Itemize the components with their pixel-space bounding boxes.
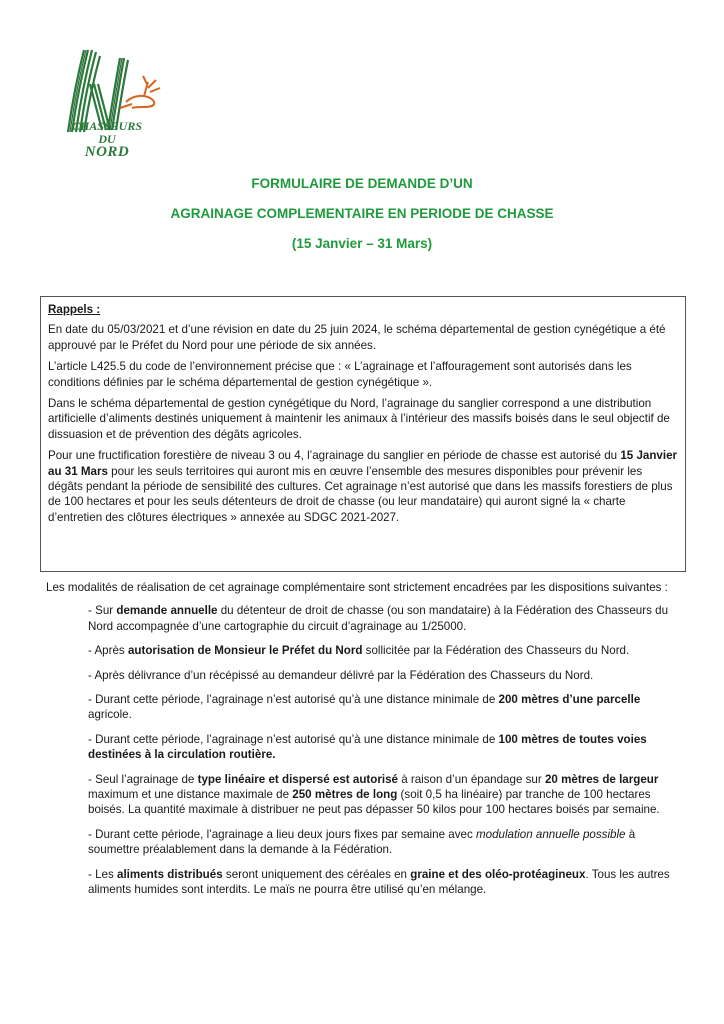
item-bold: graine et des oléo-protéagineux bbox=[410, 867, 586, 881]
title-line3: (15 Janvier – 31 Mars) bbox=[291, 236, 433, 251]
title-line2: AGRAINAGE COMPLEMENTAIRE EN PERIODE DE CHASSE bbox=[170, 206, 554, 221]
rappels-paragraph-3: Dans le schéma départemental de gestion cynégétique du Nord, l’agrainage du sanglier correspond a une distribution artificielle d’aliments destinés uniquement à maintenir les animaux à l’intérieur des massifs boisés dans le seul objectif de dissuasion et de prévention des dégâts agricoles. bbox=[48, 397, 670, 441]
p4-dates: 15 Janvier au 31 Mars bbox=[48, 449, 678, 478]
rappels-paragraph-1: En date du 05/03/2021 et d’une révision en date du 25 juin 2024, le schéma départemental de gestion cynégétique a été approuvé par le Préfet du Nord pour une période de six années. bbox=[48, 323, 666, 352]
list-item bbox=[46, 643, 686, 658]
item-text: - Les bbox=[88, 867, 117, 881]
item-bold: 250 mètres de long bbox=[292, 788, 398, 802]
list-item bbox=[46, 867, 686, 898]
item-text: - Après bbox=[88, 644, 128, 658]
item-text: maximum et une distance maximale de bbox=[88, 788, 293, 802]
list-item bbox=[46, 603, 686, 634]
item-bold: aliments distribués bbox=[117, 867, 223, 881]
item-italic: modulation annuelle possible bbox=[475, 827, 626, 841]
item-bold: 20 mètres de largeur bbox=[544, 772, 659, 786]
item-text: à soumettre préalablement dans la demande à la Fédération. bbox=[88, 827, 636, 857]
p4-text-a: Pour une fructification forestière de niveau 3 ou 4, l’agrainage du sanglier en période de chasse est autorisé du bbox=[48, 449, 621, 463]
item-text: sollicitée par la Fédération des Chasseurs du Nord. bbox=[362, 644, 630, 658]
item-bold: demande annuelle bbox=[116, 604, 218, 618]
dispositions-section bbox=[46, 580, 686, 907]
rappels-box bbox=[40, 296, 686, 572]
item-text: - Après délivrance d’un récépissé au demandeur délivré par la Fédération des Chasseurs du Nord. bbox=[88, 668, 594, 682]
logo-text bbox=[62, 120, 152, 159]
list-item bbox=[46, 827, 686, 858]
p4-text-c: pour les seuls territoires qui auront mis en œuvre l’ensemble des mesures disponibles pour prévenir les dégâts pendant la période de sensibilité des cultures. Cet agrainage n’est autorisé que dans les massifs forestiers de plus de 100 hectares et pour les seuls détenteurs de droit de chasse (ou leur mandataire) qui auront signé la « charte d’entretien des clôtures électriques » annexée au SDGC 2021-2027. bbox=[48, 464, 673, 524]
item-bold: autorisation de Monsieur le Préfet du Nord bbox=[127, 644, 363, 658]
item-text: - Durant cette période, l’agrainage n’est autorisé qu’à une distance minimale de bbox=[88, 693, 499, 707]
list-item bbox=[46, 668, 686, 683]
rappels-paragraph-4 bbox=[48, 448, 678, 525]
logo-text-line1: CHASSEURS DU bbox=[71, 119, 143, 146]
item-text: à raison d’un épandage sur bbox=[397, 772, 545, 786]
item-text: - Durant cette période, l’agrainage n’est autorisé qu’à une distance minimale de bbox=[88, 732, 499, 746]
logo-text-line2: NORD bbox=[84, 144, 130, 160]
item-bold: 200 mètres d’une parcelle bbox=[498, 693, 641, 707]
rappels-heading: Rappels : bbox=[48, 303, 101, 316]
item-text: . Tous les autres aliments humides sont interdits. Le maïs ne pourra être utilisé qu’en mélange. bbox=[88, 867, 670, 897]
item-text: - Seul l’agrainage de bbox=[88, 772, 198, 786]
item-text: (soit 0,5 ha linéaire) par tranche de 100 hectares boisés. La quantité maximale à distribuer ne peut pas dépasser 50 kilos pour 100 hectares boisés par semaine. bbox=[88, 788, 660, 817]
form-title bbox=[0, 176, 724, 266]
list-item bbox=[46, 772, 686, 818]
item-text: agricole. bbox=[88, 708, 132, 722]
item-text: - Durant cette période, l’agrainage a lieu deux jours fixes par semaine avec bbox=[88, 827, 476, 841]
rappels-paragraph-2: L’article L425.5 du code de l’environnement précise que : « L’agrainage et l’affouragement sont autorisés dans les conditions définies par le schéma départemental de gestion cynégétique ». bbox=[48, 360, 632, 389]
item-bold: 100 mètres de toutes voies destinées à la circulation routière. bbox=[88, 732, 647, 762]
item-text: seront uniquement des céréales en bbox=[222, 867, 411, 881]
title-line1: FORMULAIRE DE DEMANDE D’UN bbox=[251, 176, 473, 191]
list-item bbox=[46, 732, 686, 763]
item-text: - Sur bbox=[88, 604, 117, 618]
list-item bbox=[46, 692, 686, 723]
dispositions-intro: Les modalités de réalisation de cet agrainage complémentaire sont strictement encadrées par les dispositions suivantes : bbox=[46, 581, 668, 594]
item-bold: type linéaire et dispersé est autorisé bbox=[197, 772, 398, 786]
item-text: du détenteur de droit de chasse (ou son mandataire) à la Fédération des Chasseurs du Nord accompagnée d’une cartographie du circuit d’agrainage au 1/25000. bbox=[88, 604, 669, 633]
